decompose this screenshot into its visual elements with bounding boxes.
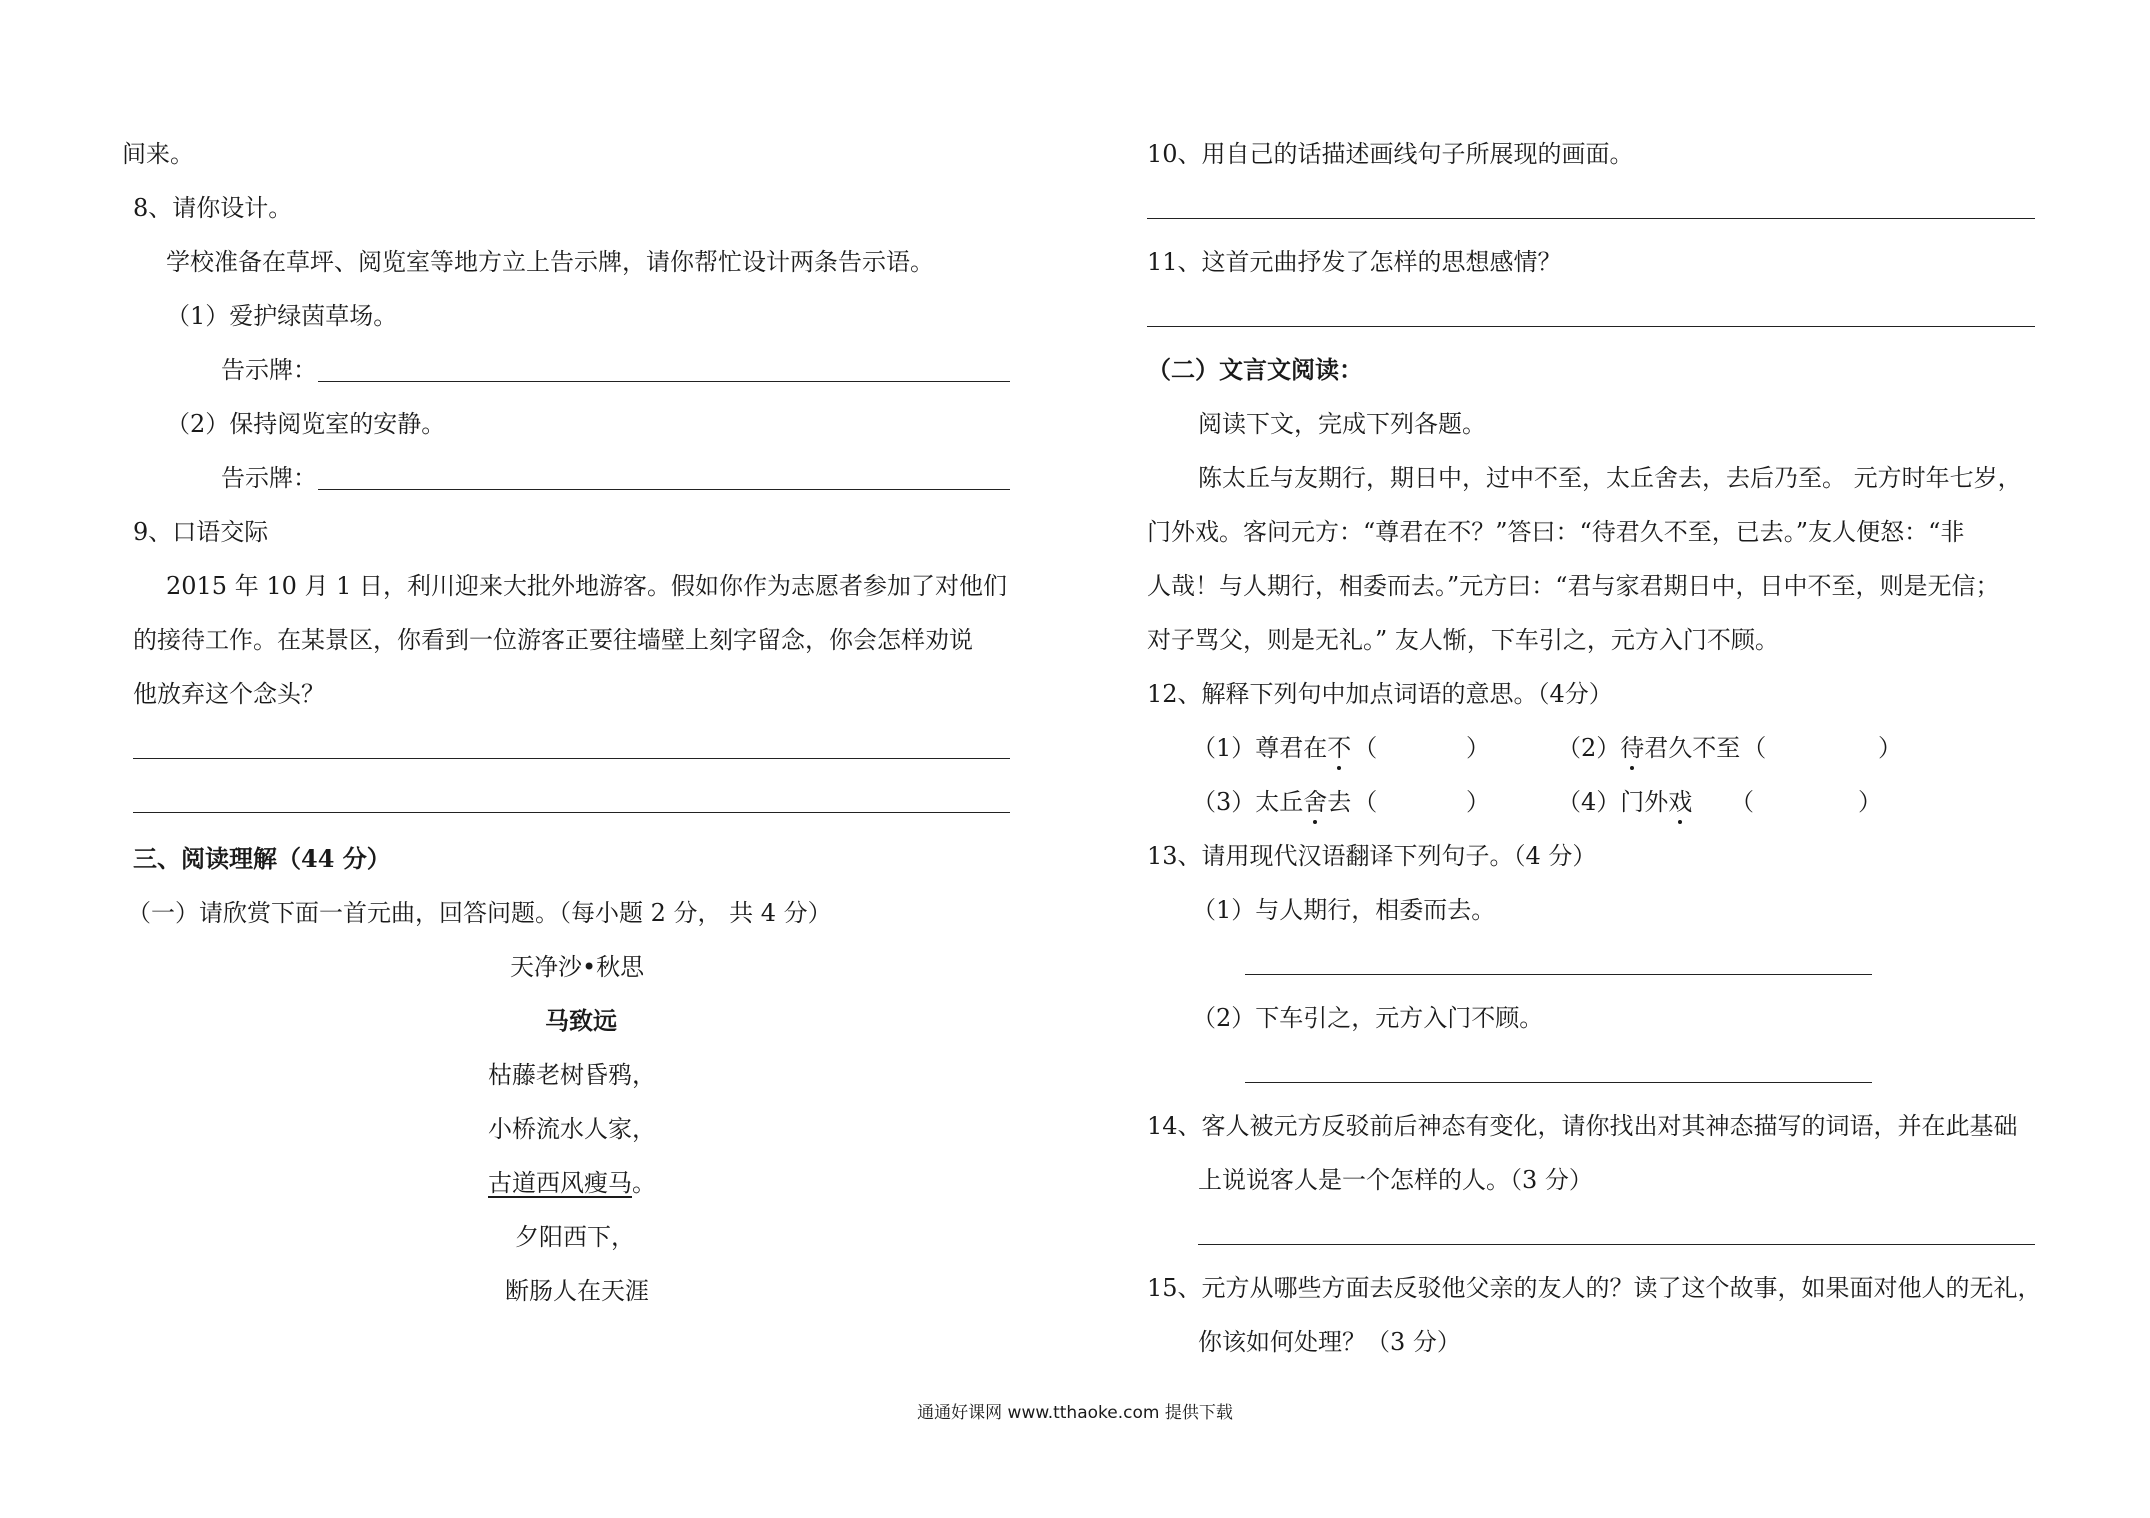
poem-line: 枯藤老树昏鸦， <box>488 1061 656 1089</box>
dotted-word: 戏 <box>1668 785 1692 819</box>
sign-label: 告示牌： <box>221 464 317 492</box>
question-9-text: 他放弃这个念头？ <box>133 680 325 708</box>
section-2-title: （二）文言文阅读： <box>1147 355 1363 384</box>
question-13: 13、请用现代汉语翻译下列句子。（4 分） <box>1147 842 1597 870</box>
page-footer: 通通好课网 www.tthaoke.com 提供下载 <box>917 1403 1233 1423</box>
poem-line-underlined <box>488 1166 656 1200</box>
answer-line[interactable] <box>1245 974 1872 975</box>
section-3-part-1: （一）请欣赏下面一首元曲，回答问题。（每小题 2 分， 共 4 分） <box>127 899 832 927</box>
passage-line: 对子骂父，则是无礼。” 友人惭，下车引之，元方入门不顾。 <box>1147 626 1779 654</box>
dotted-word: 舍 <box>1303 785 1327 819</box>
sign-label: 告示牌： <box>221 356 317 384</box>
item-text: （2） <box>1557 734 1621 762</box>
passage-line: 人哉！与人期行，相委而去。”元方曰：“君与家君期日中，日中不至，则是无信； <box>1147 572 2000 600</box>
question-14: 上说说客人是一个怎样的人。（3 分） <box>1198 1166 1593 1194</box>
question-8-description: 学校准备在草坪、阅览室等地方立上告示牌，请你帮忙设计两条告示语。 <box>166 248 934 276</box>
question-12: 12、解释下列句中加点词语的意思。（4分） <box>1147 680 1613 708</box>
answer-line[interactable] <box>1147 218 2035 219</box>
item-text: 君久不至 <box>1644 734 1741 762</box>
question-8-title: 8、请你设计。 <box>133 194 293 222</box>
paren-open: （ <box>1730 788 1754 816</box>
question-10: 10、用自己的话描述画线句子所展现的画面。 <box>1147 140 1634 168</box>
question-8-item-2: （2）保持阅览室的安静。 <box>166 410 446 438</box>
poem-line: 小桥流水人家， <box>488 1115 656 1143</box>
item-text: （3）太丘 <box>1192 788 1304 816</box>
poem-author: 马致远 <box>545 1006 617 1035</box>
passage-line: 陈太丘与友期行，期日中，过中不至，太丘舍去，去后乃至。 元方时年七岁， <box>1198 464 2022 492</box>
paren-close: ） <box>1466 734 1490 762</box>
paren-open: （ <box>1742 734 1767 762</box>
question-9-text: 2015 年 10 月 1 日，利川迎来大批外地游客。假如你作为志愿者参加了对他们 <box>166 572 1008 600</box>
dotted-word: 不 <box>1327 731 1351 765</box>
paren-close: ） <box>1878 734 1902 762</box>
question-12-item-4 <box>1557 785 1692 819</box>
question-12-item-3 <box>1192 785 1377 819</box>
answer-line[interactable] <box>1147 326 2035 327</box>
answer-line[interactable] <box>133 812 1010 813</box>
answer-line[interactable] <box>133 758 1010 759</box>
question-11: 11、这首元曲抒发了怎样的思想感情？ <box>1147 248 1562 276</box>
answer-line[interactable] <box>318 381 1010 382</box>
paren-close: ） <box>1466 788 1490 816</box>
question-12-item-1 <box>1192 731 1377 765</box>
question-9-text: 的接待工作。在某景区，你看到一位游客正要往墙壁上刻字留念，你会怎样劝说 <box>133 626 973 654</box>
question-13-item-2: （2）下车引之，元方入门不顾。 <box>1192 1004 1544 1032</box>
question-15: 15、元方从哪些方面去反驳他父亲的友人的？读了这个故事，如果面对他人的无礼， <box>1147 1274 2042 1302</box>
section-3-title: 三、阅读理解（44 分） <box>133 844 391 873</box>
poem-line: 断肠人在天涯 <box>505 1277 649 1305</box>
poem-line: 夕阳西下， <box>515 1223 635 1251</box>
punctuation: 。 <box>632 1169 656 1197</box>
item-text: 去 <box>1327 788 1352 816</box>
text-line: 间来。 <box>122 140 194 168</box>
section-2-intro: 阅读下文，完成下列各题。 <box>1198 410 1486 438</box>
underlined-text: 古道西风瘦马 <box>488 1169 632 1197</box>
paren-open: （ <box>1353 734 1378 762</box>
question-15: 你该如何处理？（3 分） <box>1198 1328 1461 1356</box>
poem-title: 天净沙•秋思 <box>510 953 645 981</box>
answer-line[interactable] <box>318 489 1010 490</box>
answer-line[interactable] <box>1245 1082 1872 1083</box>
item-text: （1）尊君在 <box>1192 734 1328 762</box>
dotted-word: 待 <box>1620 731 1644 765</box>
question-12-item-2 <box>1557 731 1766 765</box>
question-9-title: 9、口语交际 <box>133 518 269 546</box>
paren-open: （ <box>1353 788 1378 816</box>
question-8-item-1: （1）爱护绿茵草场。 <box>166 302 398 330</box>
item-text: （4）门外 <box>1557 788 1669 816</box>
answer-line[interactable] <box>1198 1244 2035 1245</box>
passage-line: 门外戏。客问元方：“尊君在不？”答曰：“待君久不至，已去。”友人便怒：“非 <box>1147 518 1965 546</box>
question-13-item-1: （1）与人期行，相委而去。 <box>1192 896 1496 924</box>
paren-close: ） <box>1858 788 1882 816</box>
question-14: 14、客人被元方反驳前后神态有变化，请你找出对其神态描写的词语，并在此基础 <box>1147 1112 2018 1140</box>
